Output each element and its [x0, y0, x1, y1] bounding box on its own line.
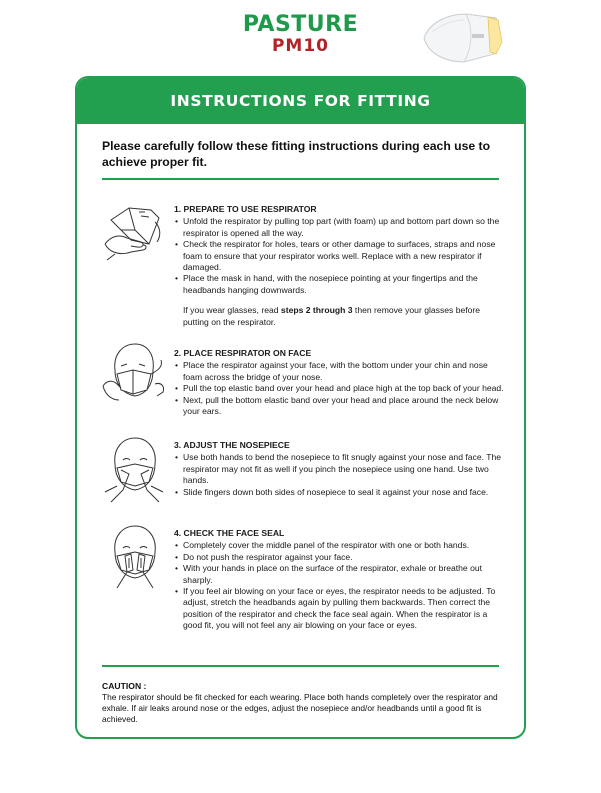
step-2-bullet-2: • Pull the top elastic band over your head and place high at the top back of your head.	[174, 383, 504, 394]
step-1-title: 1. PREPARE TO USE RESPIRATOR	[174, 204, 317, 214]
step-2-title: 2. PLACE RESPIRATOR ON FACE	[174, 348, 312, 358]
step-2-bullet-1: • Place the respirator against your face, with the bottom under your chin and nose foam across the bridge of your nose.	[174, 360, 504, 383]
step-4-illustration	[101, 522, 167, 594]
brand-name: PASTURE	[242, 12, 359, 37]
step-1-bullet-2: • Check the respirator for holes, tears or other damage to surfaces, straps and nose foam to ensure that your respirator works well. Replace with a new respirator if damaged.	[174, 239, 504, 273]
step-3-bullet-2: • Slide fingers down both sides of nosepiece to seal it against your nose and face.	[174, 487, 504, 498]
step-2	[174, 348, 504, 417]
step-4	[174, 528, 504, 632]
respirator-product-image	[418, 8, 504, 68]
brand-header	[0, 12, 601, 55]
step-4-bullet-4: • If you feel air blowing on your face or eyes, the respirator needs to be adjusted. To adjust, stretch the headbands again by pulling them backwards. Then correct the position of the respirator and check the face seal again. When the respirator is a good fit, you will not feel any air blowing on your face or eyes.	[174, 586, 504, 632]
intro-text: Please carefully follow these fitting instructions during each use to achieve proper fit.	[102, 139, 491, 169]
caution-section	[102, 681, 504, 725]
step-3	[174, 440, 504, 498]
step-2-bullet-3: • Next, pull the bottom elastic band over your head and place around the neck below your ears.	[174, 395, 504, 418]
caution-text: The respirator should be fit checked for each wearing. Place both hands completely over the respirator and exhale. If air leaks around nose or the edges, adjust the nosepiece and/or headbands until a good fit is achieved.	[102, 692, 498, 724]
fitting-instructions-card	[75, 76, 526, 739]
step-2-illustration	[101, 340, 167, 406]
step-4-title: 4. CHECK THE FACE SEAL	[174, 528, 285, 538]
glasses-note-emphasis: steps 2 through 3	[280, 305, 353, 316]
step-3-illustration	[101, 434, 167, 506]
step-4-bullet-1: • Completely cover the middle panel of the respirator with one or both hands.	[174, 540, 504, 551]
divider-top	[102, 178, 499, 180]
brand-model: PM10	[271, 36, 330, 56]
glasses-note: If you wear glasses, read steps 2 through 3 then remove your glasses before putting on the respirator.	[183, 305, 481, 327]
card-title: INSTRUCTIONS FOR FITTING	[77, 78, 524, 124]
step-1-bullet-3: • Place the mask in hand, with the nosepiece pointing at your fingertips and the headbands hanging downwards.	[174, 273, 504, 296]
step-4-bullet-2: • Do not push the respirator against your face.	[174, 552, 504, 563]
step-1-illustration	[101, 200, 167, 262]
step-3-bullet-1: • Use both hands to bend the nosepiece to fit snugly against your nose and face. The respirator may not fit as well if you pinch the nosepiece using one hand. Use two hands.	[174, 452, 504, 486]
divider-bottom	[102, 665, 499, 667]
step-1-bullet-1: • Unfold the respirator by pulling top part (with foam) up and bottom part down so the respirator is opened all the way.	[174, 216, 504, 239]
step-4-bullet-3: • With your hands in place on the surface of the respirator, exhale or breathe out sharply.	[174, 563, 504, 586]
step-1	[174, 204, 504, 328]
caution-title: CAUTION :	[102, 681, 147, 691]
step-3-title: 3. ADJUST THE NOSEPIECE	[174, 440, 290, 450]
